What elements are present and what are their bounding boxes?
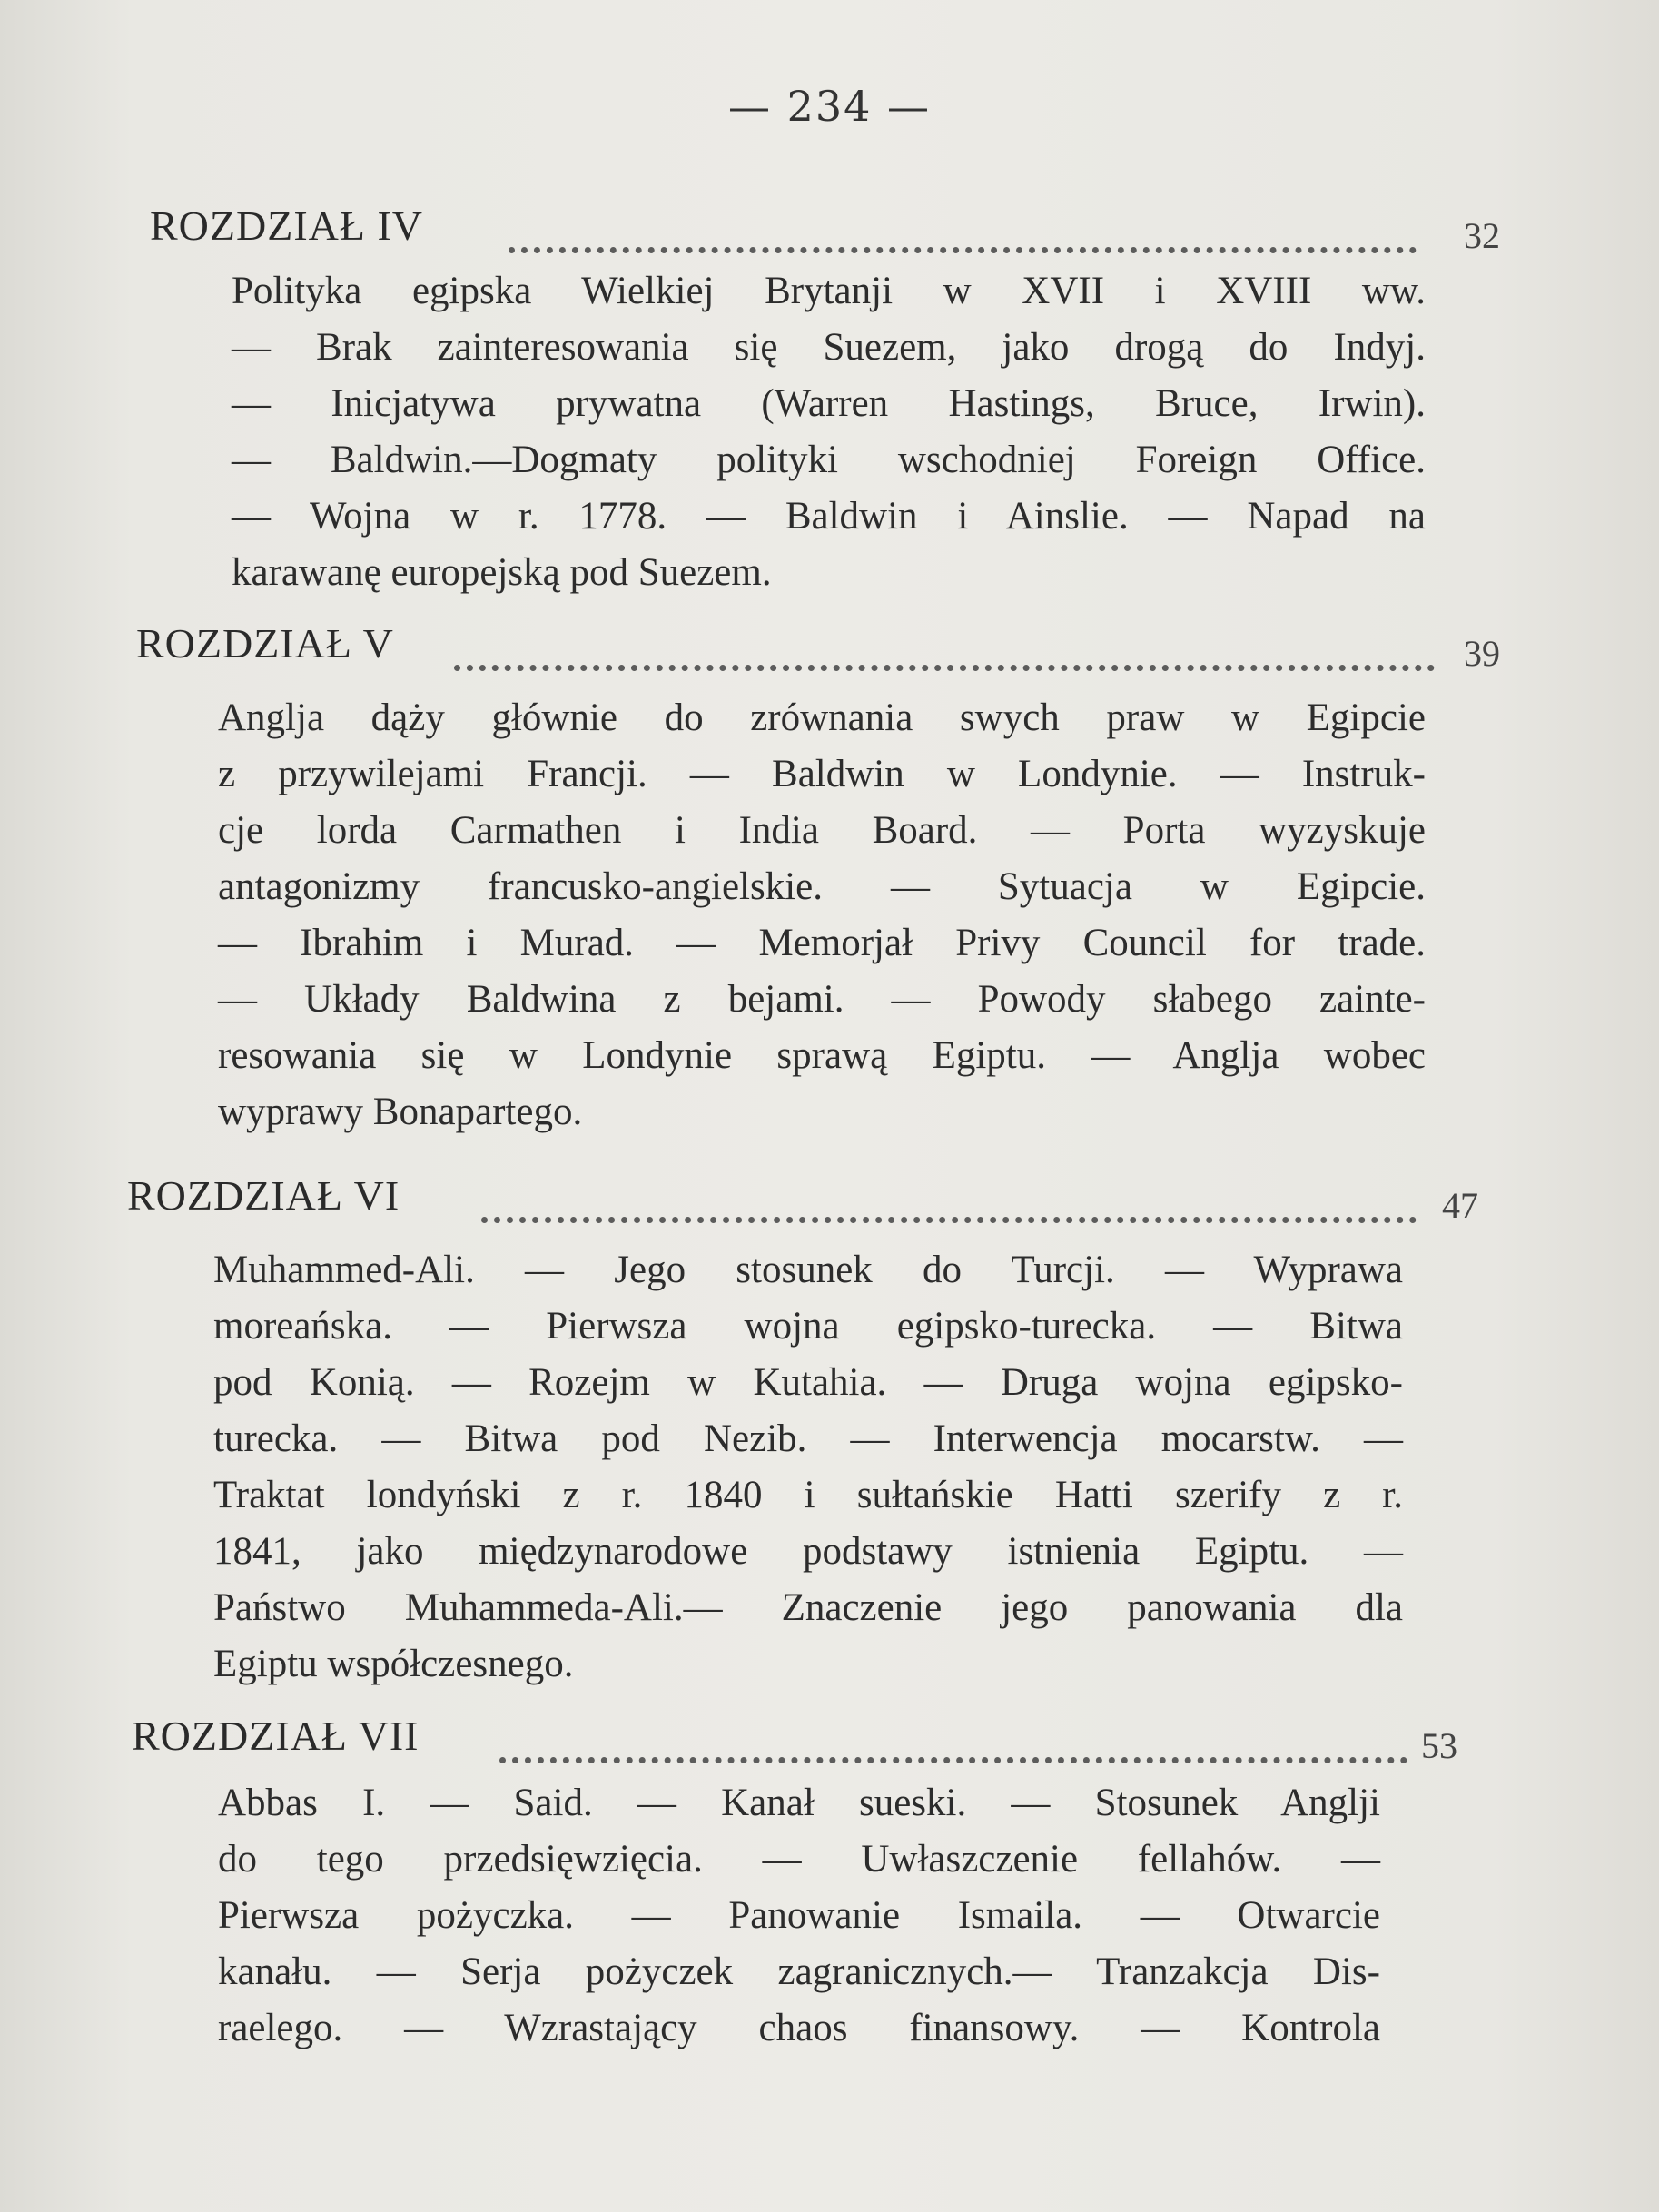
chapter-heading [0, 202, 1659, 256]
chapter-title: ROZDZIAŁ VI [127, 1172, 400, 1219]
summary-line: — Baldwin.—Dogmaty polityki wschodniej Foreign Office. [232, 439, 1426, 481]
summary-line: z przywilejami Francji. — Baldwin w Londynie. — Instruk- [218, 753, 1426, 795]
summary-line: Abbas I. — Said. — Kanał sueski. — Stosunek Anglji [218, 1782, 1380, 1824]
chapter-summary [232, 263, 1426, 601]
dot-leader [509, 202, 1417, 253]
summary-line: — Brak zainteresowania się Suezem, jako drogą do Indyj. [232, 326, 1426, 369]
summary-line: moreańska. — Pierwsza wojna egipsko-turecka. — Bitwa [213, 1305, 1403, 1348]
summary-line: Anglja dąży głównie do zrównania swych praw w Egipcie [218, 696, 1426, 739]
chapter-summary [218, 1775, 1380, 2057]
dot-leader [499, 1712, 1407, 1763]
chapter-heading [0, 1171, 1659, 1226]
chapter-title: ROZDZIAŁ V [136, 620, 394, 667]
summary-line: pod Konią. — Rozejm w Kutahia. — Druga wojna egipsko- [213, 1361, 1403, 1404]
summary-line: Państwo Muhammeda-Ali.— Znaczenie jego panowania dla [213, 1586, 1403, 1629]
summary-line: 1841, jako międzynarodowe podstawy istnienia Egiptu. — [213, 1530, 1403, 1573]
chapter-summary [218, 690, 1426, 1141]
summary-line: kanału. — Serja pożyczek zagranicznych.— Tranzakcja Dis- [218, 1950, 1380, 1993]
summary-line: resowania się w Londynie sprawą Egiptu. — Anglja wobec [218, 1034, 1426, 1077]
summary-line: Traktat londyński z r. 1840 i sułtańskie Hatti szerify z r. [213, 1474, 1403, 1516]
summary-line: — Wojna w r. 1778. — Baldwin i Ainslie. — Napad na [232, 495, 1426, 538]
chapter-page-number: 47 [1442, 1185, 1478, 1226]
summary-line: Polityka egipska Wielkiej Brytanji w XVII i XVIII ww. [232, 270, 1426, 312]
chapter-page-number: 32 [1464, 215, 1500, 256]
summary-line: raelego. — Wzrastający chaos finansowy. — Kontrola [218, 2007, 1380, 2049]
chapter-page-number: 39 [1464, 633, 1500, 674]
summary-line: wyprawy Bonapartego. [218, 1091, 583, 1133]
summary-line: turecka. — Bitwa pod Nezib. — Interwencja mocarstw. — [213, 1417, 1403, 1460]
summary-line: Egiptu współczesnego. [213, 1643, 574, 1685]
summary-line: — Układy Baldwina z bejami. — Powody słabego zainte- [218, 978, 1426, 1021]
summary-line: cje lorda Carmathen i India Board. — Porta wyzyskuje [218, 809, 1426, 852]
dot-leader [454, 619, 1435, 671]
chapter-title: ROZDZIAŁ IV [150, 202, 423, 249]
summary-line: Muhammed-Ali. — Jego stosunek do Turcji. — Wyprawa [213, 1249, 1403, 1291]
chapter-summary [213, 1242, 1403, 1693]
summary-line: — Ibrahim i Murad. — Memorjał Privy Council for trade. [218, 922, 1426, 964]
chapter-heading [0, 619, 1659, 674]
summary-line: do tego przedsięwzięcia. — Uwłaszczenie fellahów. — [218, 1838, 1380, 1881]
summary-line: karawanę europejską pod Suezem. [232, 551, 772, 594]
chapter-title: ROZDZIAŁ VII [132, 1713, 420, 1759]
summary-line: antagonizmy francusko-angielskie. — Sytuacja w Egipcie. [218, 865, 1426, 908]
page-number: — 234 — [727, 82, 932, 131]
chapter-page-number: 53 [1421, 1725, 1457, 1766]
chapter-heading [0, 1712, 1659, 1766]
summary-line: Pierwsza pożyczka. — Panowanie Ismaila. — Otwarcie [218, 1894, 1380, 1937]
summary-line: — Inicjatywa prywatna (Warren Hastings, Bruce, Irwin). [232, 382, 1426, 425]
dot-leader [481, 1171, 1417, 1223]
